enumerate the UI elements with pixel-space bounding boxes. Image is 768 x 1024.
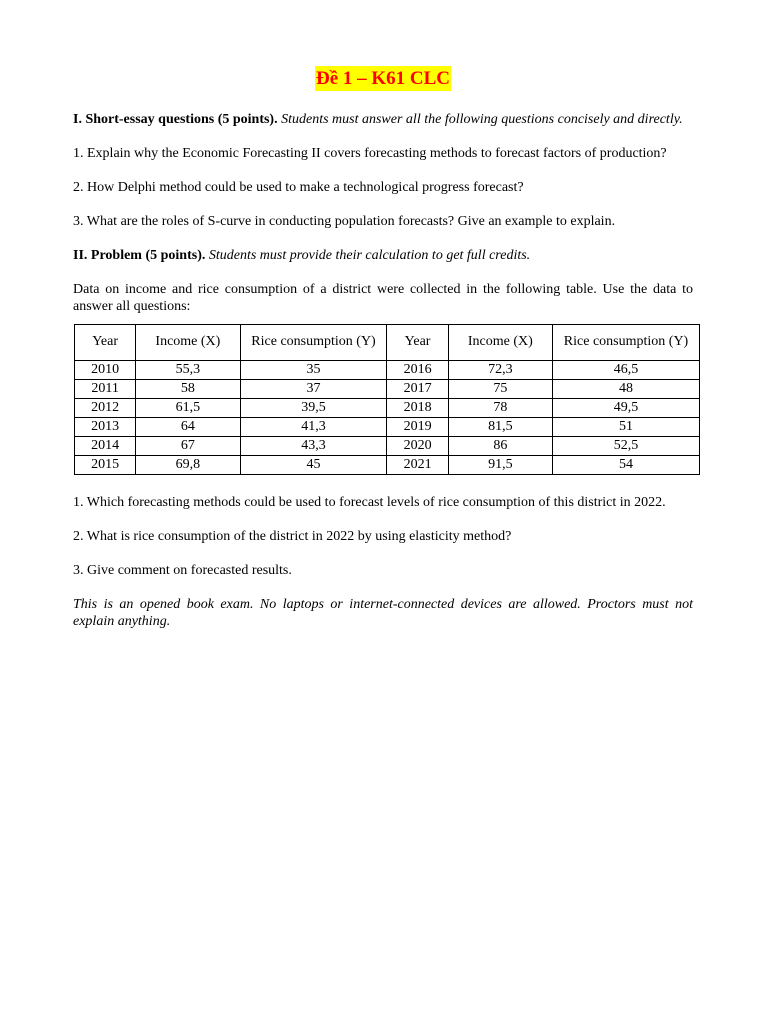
table-cell: 2016 [387,361,448,380]
table-cell: 61,5 [136,399,240,418]
table-cell: 2014 [75,437,136,456]
exam-title: Đề 1 – K61 CLC [315,68,451,89]
header-income: Income (X) [136,325,240,361]
section2-heading: II. Problem (5 points). [73,248,206,263]
table-cell: 55,3 [136,361,240,380]
section1-question-2: 2. How Delphi method could be used to make a technological progress forecast? [73,180,524,195]
table-cell: 75 [448,380,552,399]
section1-heading: I. Short-essay questions (5 points). [73,112,278,127]
section1-intro [73,111,693,128]
table-cell: 58 [136,380,240,399]
table-cell: 2010 [75,361,136,380]
table-cell: 49,5 [553,399,700,418]
section1-question-3: 3. What are the roles of S-curve in conducting population forecasts? Give an example to explain. [73,214,616,229]
header-rice-consumption: Rice consumption (Y) [553,325,700,361]
table-cell: 37 [240,380,387,399]
table-cell: 2019 [387,418,448,437]
table-cell: 86 [448,437,552,456]
table-cell: 72,3 [448,361,552,380]
section1-question-1: 1. Explain why the Economic Forecasting II covers forecasting methods to forecast factors of production? [73,146,667,161]
table-cell: 69,8 [136,456,240,475]
section2-question-3: 3. Give comment on forecasted results. [73,563,292,578]
table-cell: 48 [553,380,700,399]
table-cell: 2011 [75,380,136,399]
table-cell: 45 [240,456,387,475]
header-rice-consumption: Rice consumption (Y) [240,325,387,361]
table-cell: 64 [136,418,240,437]
table-cell: 52,5 [553,437,700,456]
header-income: Income (X) [448,325,552,361]
table-cell: 46,5 [553,361,700,380]
header-year: Year [75,325,136,361]
table-header-row [75,325,700,361]
table-cell: 78 [448,399,552,418]
table-cell: 2015 [75,456,136,475]
table-cell: 51 [553,418,700,437]
table-cell: 2021 [387,456,448,475]
table-cell: 39,5 [240,399,387,418]
table-cell: 67 [136,437,240,456]
header-year: Year [387,325,448,361]
exam-rules-note: This is an opened book exam. No laptops or internet-connected devices are allowed. Proctors must not explain anything. [73,597,693,629]
section2-intro [73,247,693,264]
table-cell: 41,3 [240,418,387,437]
table-cell: 2017 [387,380,448,399]
table-cell: 54 [553,456,700,475]
data-description: Data on income and rice consumption of a district were collected in the following table. Use the data to answer all questions: [73,282,693,314]
table-cell: 81,5 [448,418,552,437]
income-rice-table [74,324,700,475]
table-cell: 43,3 [240,437,387,456]
table-row [75,418,700,437]
table-row [75,456,700,475]
section2-question-2: 2. What is rice consumption of the district in 2022 by using elasticity method? [73,529,512,544]
table-row [75,399,700,418]
section2-question-1: 1. Which forecasting methods could be used to forecast levels of rice consumption of this district in 2022. [73,495,666,510]
table-cell: 91,5 [448,456,552,475]
table-cell: 2013 [75,418,136,437]
section2-instruction: Students must provide their calculation to get full credits. [208,248,531,263]
table-cell: 35 [240,361,387,380]
title-container [73,66,693,91]
table-row [75,361,700,380]
table-cell: 2012 [75,399,136,418]
table-row [75,380,700,399]
table-row [75,437,700,456]
table-cell: 2020 [387,437,448,456]
table-cell: 2018 [387,399,448,418]
section1-instruction: Students must answer all the following questions concisely and directly. [281,112,683,127]
